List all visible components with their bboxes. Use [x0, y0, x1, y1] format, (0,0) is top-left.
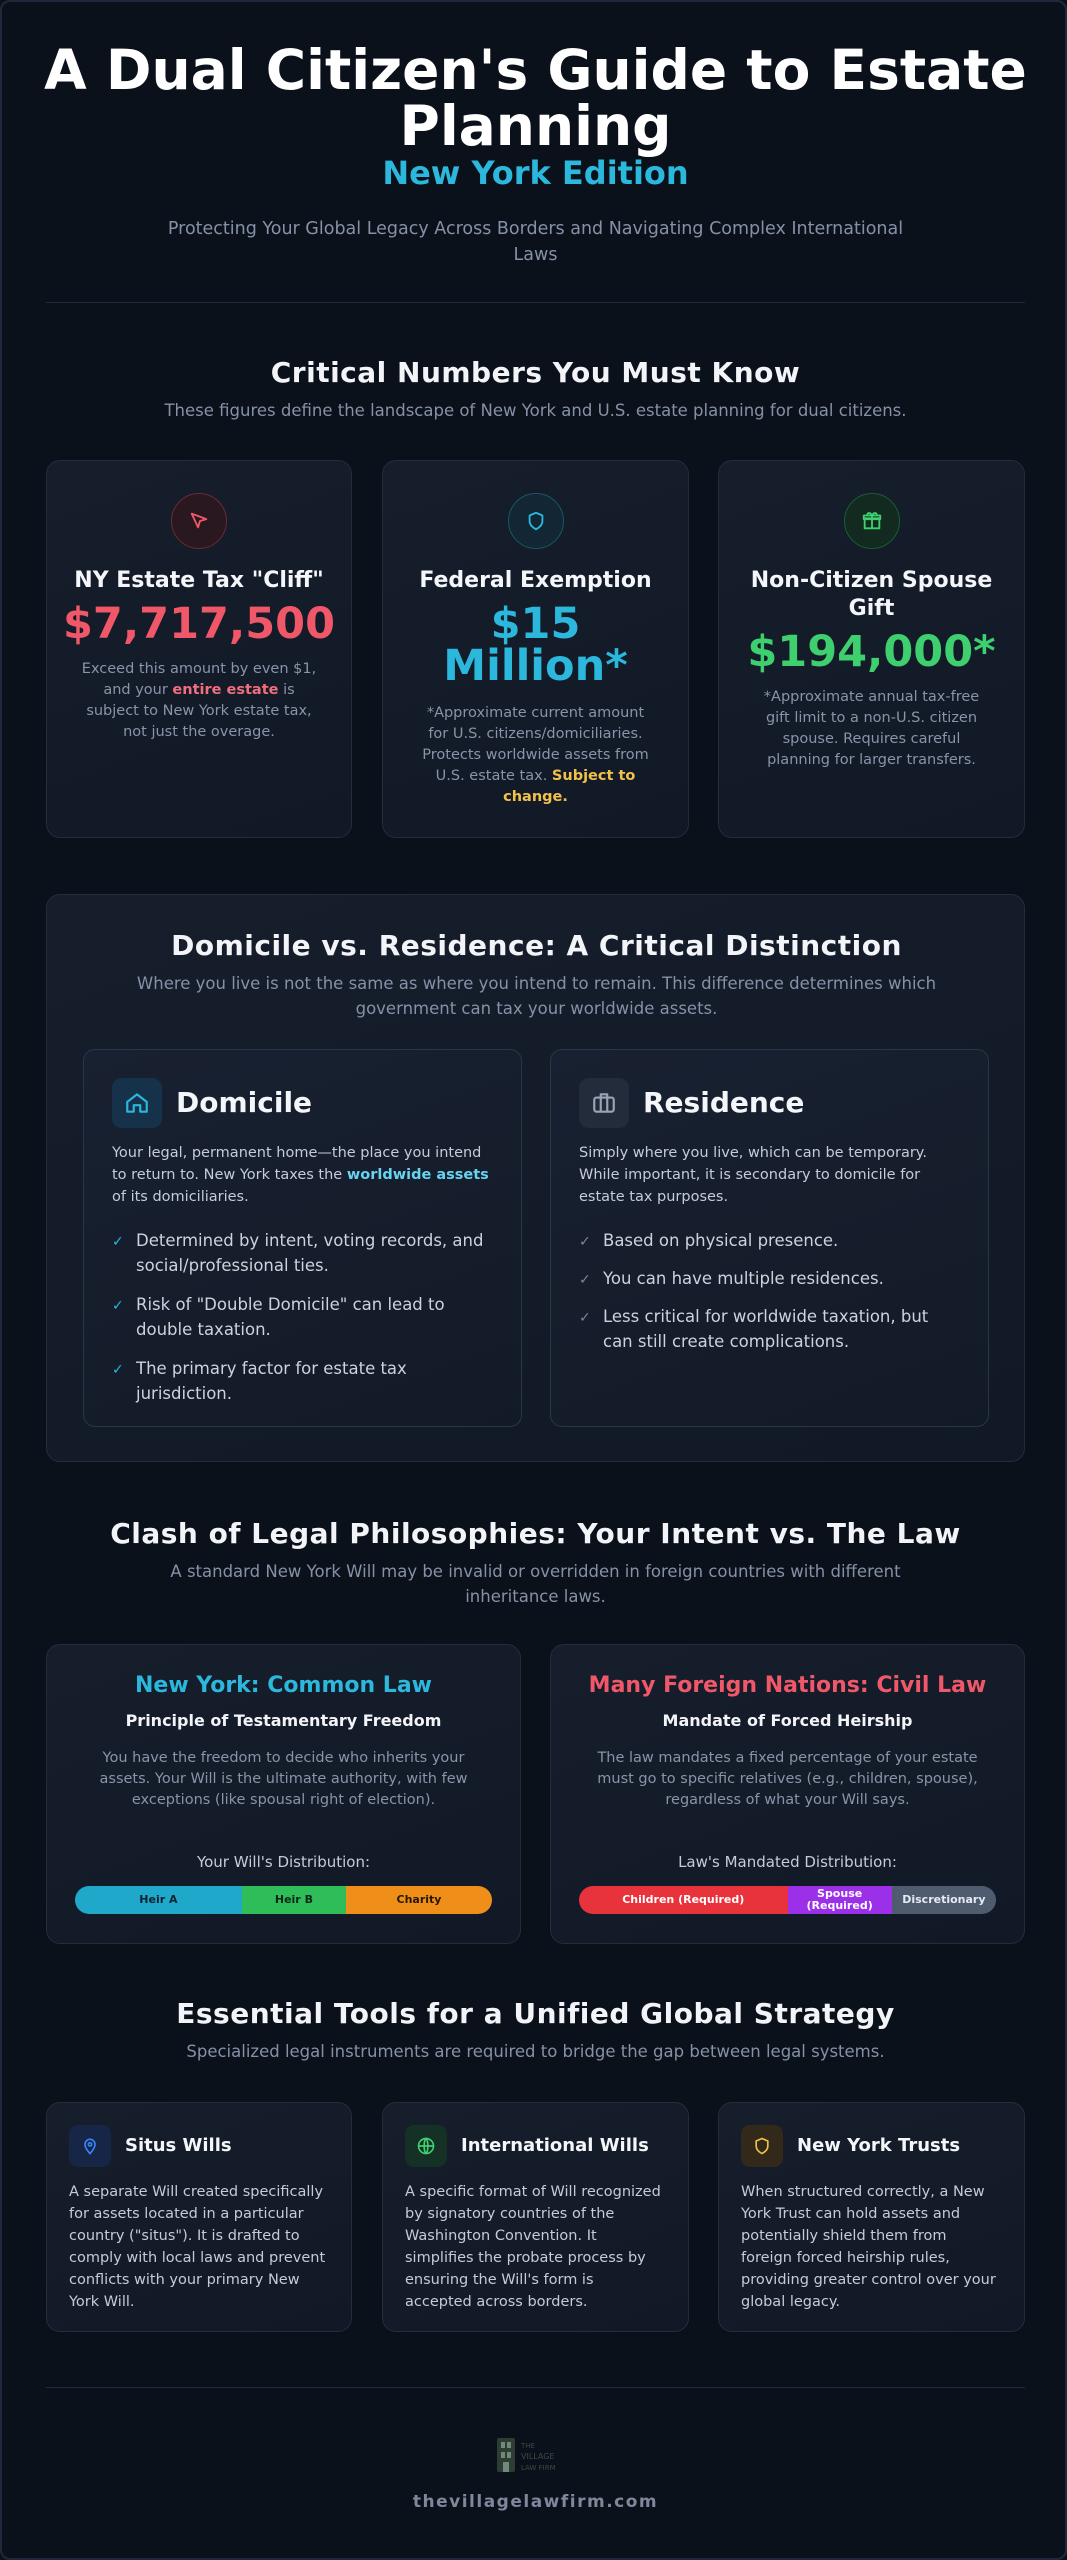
- distribution-label: Law's Mandated Distribution:: [678, 1853, 897, 1871]
- distribution-label: Your Will's Distribution:: [196, 1853, 371, 1871]
- distribution-segment: Spouse (Required): [788, 1886, 892, 1914]
- shield-icon: [508, 493, 564, 549]
- domicile-points: [112, 1228, 493, 1420]
- globe-icon: [405, 2125, 447, 2167]
- stat-value: $194,000*: [747, 627, 996, 677]
- shield-icon: [741, 2125, 783, 2167]
- list-item: ✓ The primary factor for estate tax jurisdiction.: [112, 1359, 407, 1403]
- tool-description: A specific format of Will recognized by signatory countries of the Washington Convention. It simplifies the probate process by ensuring the Will's form is accepted across borders.: [405, 2184, 661, 2310]
- will-distribution-bar: [75, 1886, 492, 1914]
- mandated-distribution-bar: [579, 1886, 996, 1914]
- residence-points: [579, 1228, 960, 1368]
- tool-card-situs-wills: [46, 2102, 352, 2332]
- clash-title: Clash of Legal Philosophies: Your Intent vs. The Law: [110, 1517, 961, 1550]
- tool-description: A separate Will created specifically for assets located in a particular country ("situs"). It is drafted to comply with local laws and prevent conflicts with your primary New York Will.: [69, 2184, 326, 2310]
- stat-value: $15 Million*: [443, 599, 628, 691]
- check-icon: ✓: [579, 1234, 591, 1250]
- stat-title: Federal Exemption: [419, 568, 652, 593]
- check-icon: ✓: [112, 1298, 124, 1314]
- page-tagline: Protecting Your Global Legacy Across Borders and Navigating Complex International Laws: [167, 219, 904, 265]
- distribution-segment: Charity: [346, 1886, 492, 1914]
- common-law-card: [46, 1644, 521, 1944]
- stat-description: *Approximate current amount for U.S. citizens/domiciliaries. Protects worldwide assets from U.S. estate tax. Subject to change.: [422, 705, 649, 805]
- svg-text:LAW FIRM: LAW FIRM: [521, 2464, 556, 2472]
- check-icon: ✓: [579, 1272, 591, 1288]
- civil-law-title: Many Foreign Nations: Civil Law: [588, 1673, 987, 1698]
- domicile-title: Domicile vs. Residence: A Critical Distinction: [171, 929, 902, 962]
- page-title: A Dual Citizen's Guide to Estate Planning: [44, 38, 1027, 158]
- list-item: ✓ Based on physical presence.: [579, 1228, 960, 1253]
- list-item: ✓ Determined by intent, voting records, and social/professional ties.: [112, 1231, 484, 1275]
- tool-heading: International Wills: [461, 2135, 649, 2156]
- numbers-subtitle: These figures define the landscape of New York and U.S. estate planning for dual citizens.: [164, 401, 907, 420]
- residence-description: Simply where you live, which can be temporary. While important, it is secondary to domicile for estate tax purposes.: [579, 1145, 927, 1205]
- list-item: ✓ You can have multiple residences.: [579, 1266, 960, 1291]
- stat-card-ny-cliff: [46, 460, 352, 838]
- domicile-description: Your legal, permanent home—the place you intend to return to. New York taxes the worldwide assets of its domiciliaries.: [112, 1145, 489, 1205]
- distribution-segment: Discretionary: [892, 1886, 996, 1914]
- domicile-subtitle: Where you live is not the same as where you intend to remain. This difference determines which government can tax your worldwide assets.: [136, 974, 937, 1018]
- residence-heading: Residence: [643, 1086, 805, 1119]
- domicile-card: [83, 1049, 522, 1427]
- location-pin-icon: [69, 2125, 111, 2167]
- check-icon: ✓: [579, 1310, 591, 1326]
- firm-logo: [493, 2432, 579, 2478]
- numbers-title: Critical Numbers You Must Know: [270, 356, 801, 389]
- tool-description: When structured correctly, a New York Trust can hold assets and potentially shield them from foreign forced heirship rules, providing greater control over your global legacy.: [741, 2184, 996, 2310]
- stat-value: $7,717,500: [62, 599, 336, 649]
- check-icon: ✓: [112, 1362, 124, 1378]
- svg-text:THE: THE: [521, 2442, 535, 2450]
- tools-subtitle: Specialized legal instruments are required to bridge the gap between legal systems.: [186, 2042, 885, 2061]
- stat-card-spouse-gift: [718, 460, 1025, 838]
- common-law-title: New York: Common Law: [134, 1673, 432, 1698]
- website-link[interactable]: thevillagelawfirm.com: [412, 2492, 659, 2512]
- civil-law-card: [550, 1644, 1025, 1944]
- stat-card-federal-exemption: [382, 460, 689, 838]
- tools-title: Essential Tools for a Unified Global Strategy: [176, 1997, 895, 2030]
- domicile-section: [46, 894, 1025, 1462]
- page-subtitle: New York Edition: [382, 154, 689, 192]
- briefcase-icon: [579, 1078, 629, 1128]
- common-law-description: You have the freedom to decide who inherits your assets. Your Will is the ultimate authority, with few exceptions (like spousal right of election).: [99, 1750, 468, 1808]
- tool-heading: New York Trusts: [797, 2135, 961, 2156]
- divider: [46, 302, 1025, 303]
- civil-law-principle: Mandate of Forced Heirship: [662, 1711, 913, 1730]
- stat-description: Exceed this amount by even $1, and your entire estate is subject to New York estate tax, not just the overage.: [81, 661, 317, 740]
- tool-card-ny-trusts: [718, 2102, 1025, 2332]
- stat-description: *Approximate annual tax-free gift limit to a non-U.S. citizen spouse. Requires careful planning for larger transfers.: [763, 689, 980, 768]
- check-icon: ✓: [112, 1234, 124, 1250]
- svg-text:VILLAGE: VILLAGE: [521, 2452, 555, 2461]
- common-law-principle: Principle of Testamentary Freedom: [125, 1711, 442, 1730]
- gift-icon: [844, 493, 900, 549]
- tool-card-international-wills: [382, 2102, 689, 2332]
- divider: [46, 2387, 1025, 2388]
- distribution-segment: Children (Required): [579, 1886, 788, 1914]
- domicile-heading: Domicile: [176, 1086, 313, 1119]
- home-icon: [112, 1078, 162, 1128]
- civil-law-description: The law mandates a fixed percentage of your estate must go to specific relatives (e.g., children, spouse), regardless of what your Will says.: [597, 1750, 978, 1808]
- stat-title: NY Estate Tax "Cliff": [74, 568, 324, 593]
- list-item: ✓ Less critical for worldwide taxation, but can still create complications.: [579, 1307, 929, 1351]
- distribution-segment: Heir B: [242, 1886, 346, 1914]
- cursor-icon: [171, 493, 227, 549]
- list-item: ✓ Risk of "Double Domicile" can lead to double taxation.: [112, 1295, 445, 1339]
- tool-heading: Situs Wills: [125, 2135, 232, 2156]
- residence-card: [550, 1049, 989, 1427]
- clash-subtitle: A standard New York Will may be invalid or overridden in foreign countries with different inheritance laws.: [170, 1562, 901, 1606]
- stat-title: Non-Citizen Spouse Gift: [750, 568, 993, 621]
- distribution-segment: Heir A: [75, 1886, 242, 1914]
